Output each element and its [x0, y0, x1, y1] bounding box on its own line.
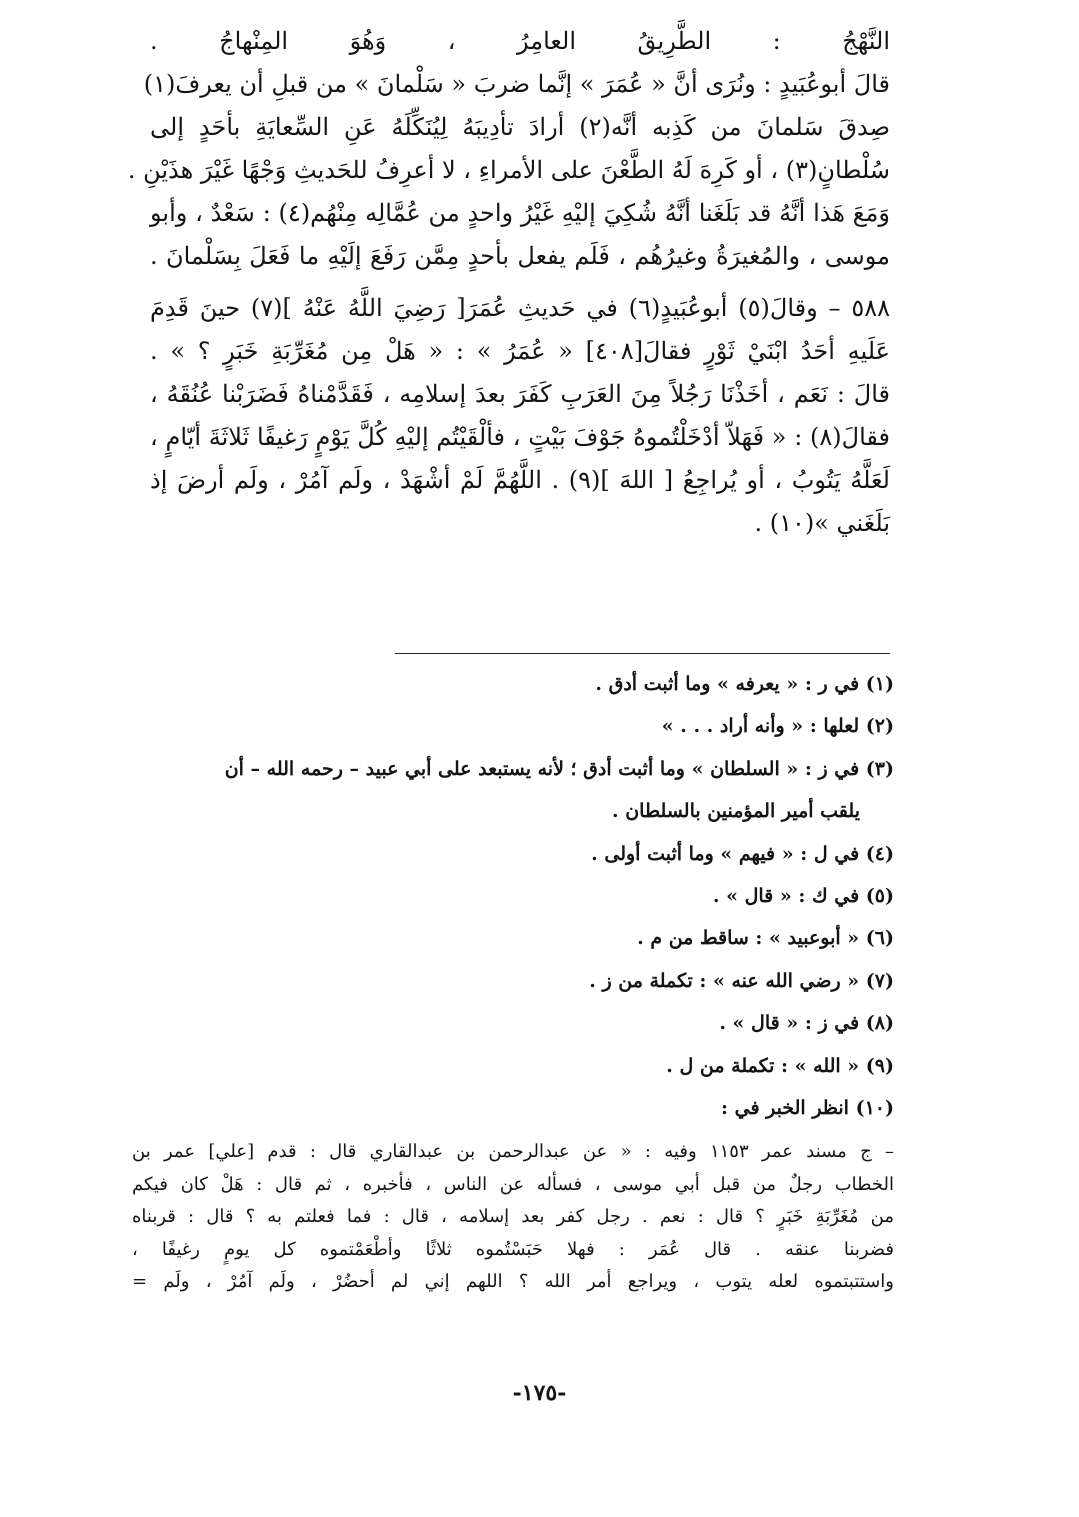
footnote: (٩) « الله » : تكملة من ل .: [666, 1054, 894, 1077]
text-line: وَمَعَ هَذا أنَّهُ قد بَلَغَنا أنَّهُ شُكِيَ إليْهِ غَيْرُ واحدٍ من عُمَّالِه مِنْهُم(٤) : سَعْدٌ ، وأبو: [150, 199, 890, 227]
text-line: عَلَيهِ أحَدُ ابْنَيْ ثَوْرٍ فقالَ[٤٠٨] « عُمَرُ » : « هَلْ مِن مُغَرِّبَةِ خَبَرٍ ؟ » .: [150, 337, 890, 365]
footnote: (١٠) انظر الخبر في :: [721, 1096, 894, 1119]
footnote: (٧) « رضي الله عنه » : تكملة من ز .: [589, 969, 894, 992]
reference-line: واستتبتموه لعله يتوب ، ويراجع أمر الله ؟ اللهم إني لم أحضُرْ ، ولَم آمُرْ ، ولَم =: [132, 1271, 894, 1292]
text-line: بَلَغَني »(١٠) .: [754, 509, 890, 537]
text-line: النَّهْجُ : الطَّرِيقُ العامِرُ ، وَهُوَ المِنْهاجُ .: [150, 27, 890, 55]
page-number: -١٧٥-: [512, 1380, 567, 1406]
text-line: صِدقَ سَلمانَ من كَذِبه أنَّه(٢) أرادَ تأدِيبَهُ لِيُنَكِّلَهُ عَنِ السِّعايَةِ بأحَدٍ إلى: [150, 113, 890, 141]
text-line: ٥٨٨ – وقالَ(٥) أبوعُبَيدٍ(٦) في حَديثِ عُمَرَ[ رَضِيَ اللَّهُ عَنْهُ ](٧) حينَ قَدِمَ: [150, 294, 890, 322]
footnote: (٥) في ك : « قال » .: [712, 884, 894, 907]
text-line: قالَ : نَعَم ، أخَذْنَا رَجُلاً مِنَ العَرَبِ كَفَرَ بعدَ إسلامِه ، فَقَدَّمْناهُ فَضَرَبْنا عُنُقَهُ ،: [150, 380, 890, 408]
footnote: (٨) في ز : « قال » .: [719, 1012, 894, 1035]
footnote: (٣) في ز : « السلطان » وما أثبت أدق ؛ لأنه يستبعد على أبي عبيد – رحمه الله – أن: [224, 757, 894, 780]
text-line: سُلْطانٍ(٣) ، أو كَرِهَ لَهُ الطَّعْنَ على الأمراءِ ، لا أعرِفُ للحَديثِ وَجْهًا غَيْرَ هذَيْنِ .: [127, 156, 890, 184]
reference-line: – ج مسند عمر ١١٥٣ وفيه : « عن عبدالرحمن بن عبدالقاري قال : قدم [علي] عمر بن: [132, 1141, 894, 1162]
paragraph-gap: [150, 278, 890, 287]
main-text: [127, 20, 890, 545]
text-line: قالَ أبوعُبَيدٍ : ونُرَى أنَّ « عُمَرَ » إنَّما ضربَ « سَلْمانَ » من قبلِ أن يعرفَ(١): [143, 70, 890, 98]
footnote: (١) في ر : « يعرفه » وما أثبت أدق .: [595, 673, 894, 695]
footnote: (٦) « أبوعبيد » : ساقط من م .: [637, 927, 894, 950]
reference-line: من مُغَرِّبَةِ خَبَرٍ ؟ قال : نعم . رجل كفر بعد إسلامه ، قال : فما فعلتم به ؟ قال : قربناه: [132, 1206, 894, 1227]
footnote: (٤) في ل : « فيهم » وما أثبت أولى .: [591, 842, 894, 865]
text-line: موسى ، والمُغيرَةُ وغيرُهُم ، فَلَم يفعل بأحدٍ مِمَّن رَفَعَ إلَيْهِ ما فَعَلَ بِسَلْمانَ .: [150, 242, 890, 270]
text-line: فقالَ(٨) : « فَهَلاّ أدْخَلْتُموهُ جَوْفَ بَيْتٍ ، فألْقَيْتُم إليْهِ كُلَّ يَوْمٍ رَغيفًا ثَلاثَةَ أيّامٍ ،: [150, 423, 890, 451]
text-line: لَعَلَّهُ يَتُوبُ ، أو يُراجِعُ [ اللهَ ](٩) . اللَّهُمَّ لَمْ أشْهَدْ ، ولَم آمُرْ ، ولَم أرضَ إذ: [150, 466, 890, 494]
footnotes: [132, 663, 894, 1129]
reference-line: الخطاب رجلٌ من قبل أبي موسى ، فسأله عن الناس ، فأخبره ، ثم قال : هَلْ كان فيكم: [132, 1173, 894, 1195]
reference-line: فضربنا عنقه . قال عُمَر : فهلا حَبَسْتُموه ثلاثًا وأطْعَمْتموه كل يومٍ رغيفًا ،: [132, 1238, 894, 1260]
footnote: يلقب أمير المؤمنين بالسلطان .: [611, 800, 860, 823]
footnote: (٢) لعلها : « وأنه أراد . . . »: [661, 715, 894, 738]
reference-text: [132, 1136, 894, 1299]
footnote-divider: [395, 653, 890, 654]
